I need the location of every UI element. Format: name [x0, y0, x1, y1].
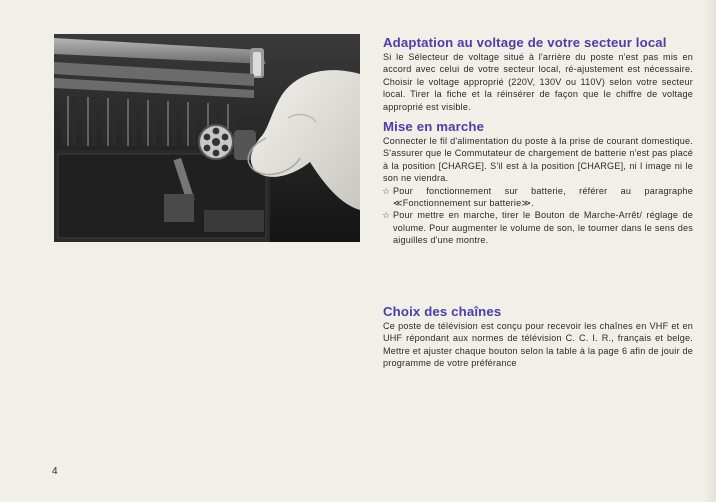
channels-column	[383, 303, 693, 370]
product-photo	[54, 34, 360, 242]
page-number: 4	[52, 466, 58, 477]
channels-section-body: Ce poste de télévision est conçu pour recevoir les chaînes en VHF et en UHF répondant aux normes de télévision C. C. I. R., français et belge. Mettre et ajuster chaque bouton selon la table à la page 6 afin de jouir de programme de votre préférance	[383, 321, 693, 369]
startup-note-battery	[383, 185, 693, 210]
startup-section-title: Mise en marche	[383, 119, 485, 135]
tv-rear-illustration	[54, 34, 360, 242]
startup-note-power	[383, 209, 693, 246]
star-icon: ☆	[382, 185, 391, 196]
voltage-section-body: Si le Sélecteur de voltage situé à l'arrière du poste n'est pas mis en accord avec celui de votre secteur local, ré-ajustement est nécessaire. Choisir le voltage approprié (220V, 130V ou 110V) selon votre secteur local. Tirer la fiche et la réinsérer de façon que le chiffre de voltage approprié est visible.	[383, 52, 693, 112]
voltage-and-startup-column	[383, 34, 693, 247]
voltage-section-title: Adaptation au voltage de votre secteur local	[383, 35, 667, 50]
startup-section-body: Connecter le fil d'alimentation du poste à la prise de courant domestique. S'assurer que le Commutateur de chargement de batterie n'est pas placé à la position [CHARGE]. S'il est à la position [CHARGE], ni l image ni le son ne viendra.	[383, 136, 693, 184]
page-edge-shadow	[702, 0, 716, 502]
note-text: Pour mettre en marche, tirer le Bouton de Marche-Arrêt/ réglage de volume. Pour augmenter le volume de son, le tourner dans le sens des aiguilles d'une montre.	[393, 210, 693, 246]
channels-section-title: Choix des chaînes	[383, 304, 502, 319]
star-icon: ☆	[382, 210, 391, 221]
note-text: Pour fonctionnement sur batterie, référer au paragraphe ≪Fonctionnement sur batterie≫.	[393, 185, 693, 209]
